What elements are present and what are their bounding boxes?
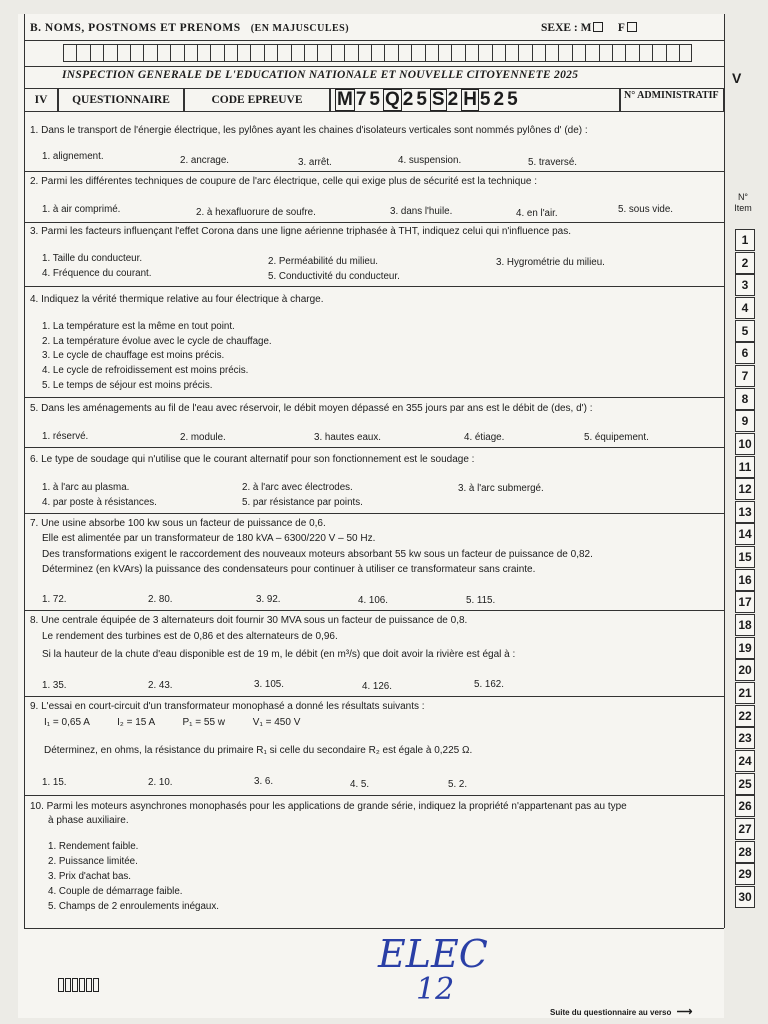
section-v-label: V xyxy=(732,70,742,86)
barcode-block xyxy=(86,978,92,992)
name-letter-box[interactable] xyxy=(532,44,545,62)
barcode-block xyxy=(58,978,64,992)
exam-code-char: H xyxy=(463,89,477,110)
name-letter-box[interactable] xyxy=(599,44,612,62)
q5-option-5[interactable]: 5. équipement. xyxy=(584,432,649,443)
q3-option-2[interactable]: 2. Perméabilité du milieu. xyxy=(268,256,378,267)
q6-option-3[interactable]: 3. à l'arc submergé. xyxy=(458,483,544,494)
names-label: B. NOMS, POSTNOMS ET PRENOMS xyxy=(30,22,241,34)
q7-option-3[interactable]: 3. 92. xyxy=(256,594,281,605)
name-letter-box[interactable] xyxy=(358,44,371,62)
name-letter-box[interactable] xyxy=(331,44,344,62)
q3-option-3[interactable]: 3. Hygrométrie du milieu. xyxy=(496,257,605,268)
question-9-measurements: I₁ = 0,65 A I₂ = 15 A P₁ = 55 w V₁ = 450 V xyxy=(44,717,301,728)
item-number-10: 10 xyxy=(735,433,755,455)
name-letter-box[interactable] xyxy=(639,44,652,62)
item-number-11: 11 xyxy=(735,456,755,478)
item-number-15: 15 xyxy=(735,546,755,568)
exam-code-char: 7 xyxy=(355,89,367,110)
name-letter-box[interactable] xyxy=(371,44,384,62)
question-7-line-1: 7. Une usine absorbe 100 kw sous un facteur de puissance de 0,6. xyxy=(30,518,326,529)
item-number-29: 29 xyxy=(735,863,755,885)
item-number-9: 9 xyxy=(735,410,755,432)
name-letter-box[interactable] xyxy=(291,44,304,62)
q10-option-3[interactable]: 3. Prix d'achat bas. xyxy=(48,871,132,882)
barcode-block xyxy=(72,978,78,992)
sex-field xyxy=(541,22,637,34)
exam-code-char: Q xyxy=(384,89,400,110)
barcode-block xyxy=(79,978,85,992)
question-4-text: 4. Indiquez la vérité thermique relative au four électrique à charge. xyxy=(30,294,324,305)
q9-option-1[interactable]: 1. 15. xyxy=(42,777,67,788)
q3-option-4[interactable]: 4. Fréquence du courant. xyxy=(42,268,152,279)
item-number-header xyxy=(730,192,756,214)
name-letter-box[interactable] xyxy=(197,44,210,62)
item-number-28: 28 xyxy=(735,841,755,863)
name-letter-box[interactable] xyxy=(130,44,143,62)
q4-option-1[interactable]: 1. La température est la même en tout point. xyxy=(42,321,235,332)
q10-option-1[interactable]: 1. Rendement faible. xyxy=(48,841,139,852)
name-letter-box[interactable] xyxy=(505,44,518,62)
question-7-line-4: Déterminez (en kVArs) la puissance des condensateurs pour continuer à utiliser ce transformateur sans crainte. xyxy=(42,564,536,575)
name-letter-box[interactable] xyxy=(518,44,531,62)
sex-f-checkbox[interactable] xyxy=(627,22,637,32)
q4-option-5[interactable]: 5. Le temps de séjour est moins précis. xyxy=(42,380,213,391)
q10-option-5[interactable]: 5. Champs de 2 enroulements inégaux. xyxy=(48,901,220,912)
question-9-line-3: Déterminez, en ohms, la résistance du primaire R₁ si celle du secondaire R₂ est égale à 0,225 Ω. xyxy=(44,745,473,756)
exam-code-char: 5 xyxy=(507,89,518,110)
name-letter-box[interactable] xyxy=(224,44,237,62)
barcode-block xyxy=(93,978,99,992)
q1-option-4[interactable]: 4. suspension. xyxy=(398,155,462,166)
item-number-6: 6 xyxy=(735,342,755,364)
item-label-n: N° xyxy=(737,192,749,202)
names-header xyxy=(30,22,349,34)
q1-option-2[interactable]: 2. ancrage. xyxy=(180,155,230,166)
name-letter-box[interactable] xyxy=(170,44,183,62)
exam-code xyxy=(330,88,620,112)
item-number-30: 30 xyxy=(735,886,755,908)
q8-option-5[interactable]: 5. 162. xyxy=(474,679,504,690)
name-letter-box[interactable] xyxy=(157,44,170,62)
q5-option-2[interactable]: 2. module. xyxy=(180,432,226,443)
question-7-line-2: Elle est alimentée par un transformateur de 180 kVA – 6300/220 V – 50 Hz. xyxy=(42,533,376,544)
name-letter-box[interactable] xyxy=(90,44,103,62)
item-number-13: 13 xyxy=(735,501,755,523)
name-letter-box[interactable] xyxy=(625,44,638,62)
name-letter-box[interactable] xyxy=(652,44,665,62)
name-letter-box[interactable] xyxy=(250,44,263,62)
code-row xyxy=(24,88,724,112)
continued-on-back xyxy=(550,1005,692,1018)
q9-option-2[interactable]: 2. 10. xyxy=(148,777,173,788)
item-number-22: 22 xyxy=(735,705,755,727)
q7-option-5[interactable]: 5. 115. xyxy=(466,595,496,606)
q1-option-5[interactable]: 5. traversé. xyxy=(528,157,578,168)
question-8-line-2: Le rendement des turbines est de 0,86 et des alternateurs de 0,96. xyxy=(42,631,338,642)
admin-number-field[interactable] xyxy=(620,88,724,112)
handwritten-number: 12 xyxy=(416,972,455,1007)
item-label-item: Item xyxy=(734,203,752,213)
name-letter-box[interactable] xyxy=(545,44,558,62)
exam-code-char: 5 xyxy=(479,89,491,110)
name-letter-box[interactable] xyxy=(304,44,317,62)
q4-option-4[interactable]: 4. Le cycle de refroidissement est moins précis. xyxy=(42,365,249,376)
question-1-text: 1. Dans le transport de l'énergie électrique, les pylônes ayant les chaines d'isolateurs verticales sont nommés pylônes d' (de) : xyxy=(30,125,588,136)
q5-option-1[interactable]: 1. réservé. xyxy=(42,431,89,442)
name-letter-box[interactable] xyxy=(425,44,438,62)
q9-option-4[interactable]: 4. 5. xyxy=(350,779,370,790)
question-3-text: 3. Parmi les facteurs influençant l'effet Corona dans une ligne aérienne triphasée à THT, indiquez celui qui n'influence pas. xyxy=(30,226,572,237)
q2-option-4[interactable]: 4. en l'air. xyxy=(516,208,558,219)
exam-code-char: M xyxy=(337,89,353,110)
q8-option-4[interactable]: 4. 126. xyxy=(362,681,392,692)
question-8-line-1: 8. Une centrale équipée de 3 alternateurs doit fournir 30 MVA sous un facteur de puissance de 0,8. xyxy=(30,615,468,626)
q2-option-3[interactable]: 3. dans l'huile. xyxy=(390,206,453,217)
item-number-25: 25 xyxy=(735,773,755,795)
name-letter-box[interactable] xyxy=(344,44,357,62)
question-2-text: 2. Parmi les différentes techniques de coupure de l'arc électrique, celle qui exige plus de sécurité est la technique : xyxy=(30,176,538,187)
q6-option-1[interactable]: 1. à l'arc au plasma. xyxy=(42,482,130,493)
name-letter-box[interactable] xyxy=(103,44,116,62)
name-letter-box[interactable] xyxy=(63,44,76,62)
section-iv-label: IV xyxy=(24,88,58,112)
name-letter-box[interactable] xyxy=(585,44,598,62)
name-letter-box[interactable] xyxy=(277,44,290,62)
question-10-line-2: à phase auxiliaire. xyxy=(48,815,129,826)
sex-label: SEXE : M xyxy=(541,22,592,34)
barcode-block xyxy=(65,978,71,992)
q4-option-2[interactable]: 2. La température évolue avec le cycle de chauffage. xyxy=(42,336,272,347)
name-letter-box[interactable] xyxy=(612,44,625,62)
name-letter-box[interactable] xyxy=(384,44,397,62)
q1-option-3[interactable]: 3. arrêt. xyxy=(298,157,332,168)
item-number-18: 18 xyxy=(735,614,755,636)
q8-option-1[interactable]: 1. 35. xyxy=(42,680,67,691)
code-epreuve-label: CODE EPREUVE xyxy=(184,88,330,112)
sex-m-checkbox[interactable] xyxy=(593,22,603,32)
name-letter-box[interactable] xyxy=(478,44,491,62)
exam-sheet xyxy=(18,14,724,1018)
item-number-5: 5 xyxy=(735,320,755,342)
name-letter-box[interactable] xyxy=(264,44,277,62)
item-number-19: 19 xyxy=(735,637,755,659)
q6-option-2[interactable]: 2. à l'arc avec électrodes. xyxy=(242,482,353,493)
q8-option-3[interactable]: 3. 105. xyxy=(254,679,284,690)
exam-code-char: 2 xyxy=(447,89,459,110)
question-7-line-3: Des transformations exigent le raccordement des nouveaux moteurs absorbant 55 kw sous un facteur de puissance de 0,82. xyxy=(42,549,593,560)
q5-option-3[interactable]: 3. hautes eaux. xyxy=(314,432,381,443)
sex-f-label: F xyxy=(617,22,625,34)
name-letter-box[interactable] xyxy=(184,44,197,62)
admin-number-label: N° ADMINISTRATIF xyxy=(624,90,719,101)
question-5-text: 5. Dans les aménagements au fil de l'eau avec réservoir, le débit moyen dépassé en 355 jours par ans est le débit de (des, d') : xyxy=(30,403,593,414)
name-letter-box[interactable] xyxy=(76,44,89,62)
question-9-line-1: 9. L'essai en court-circuit d'un transformateur monophasé a donné les résultats suivants : xyxy=(30,701,425,712)
item-number-16: 16 xyxy=(735,569,755,591)
exam-code-char: S xyxy=(431,89,445,110)
item-number-8: 8 xyxy=(735,388,755,410)
name-letter-box[interactable] xyxy=(679,44,692,62)
q2-option-5[interactable]: 5. sous vide. xyxy=(618,204,674,215)
q3-option-5[interactable]: 5. Conductivité du conducteur. xyxy=(268,271,400,282)
name-letter-box[interactable] xyxy=(451,44,464,62)
name-letter-box[interactable] xyxy=(117,44,130,62)
item-number-12: 12 xyxy=(735,478,755,500)
item-number-2: 2 xyxy=(735,252,755,274)
question-6-text: 6. Le type de soudage qui n'utilise que le courant alternatif pour son fonctionnement est le soudage : xyxy=(30,454,475,465)
q7-option-4[interactable]: 4. 106. xyxy=(358,595,388,606)
q10-option-4[interactable]: 4. Couple de démarrage faible. xyxy=(48,886,183,897)
item-number-14: 14 xyxy=(735,523,755,545)
barcode-icon xyxy=(58,978,99,992)
exam-code-char: 5 xyxy=(416,89,427,110)
q4-option-3[interactable]: 3. Le cycle de chauffage est moins précis. xyxy=(42,350,225,361)
q8-option-2[interactable]: 2. 43. xyxy=(148,680,173,691)
item-number-4: 4 xyxy=(735,297,755,319)
item-number-26: 26 xyxy=(735,795,755,817)
item-number-23: 23 xyxy=(735,727,755,749)
q5-option-4[interactable]: 4. étiage. xyxy=(464,432,505,443)
q6-option-4[interactable]: 4. par poste à résistances. xyxy=(42,497,157,508)
name-letter-box[interactable] xyxy=(411,44,424,62)
name-letter-boxes[interactable] xyxy=(63,44,692,64)
q9-option-5[interactable]: 5. 2. xyxy=(448,779,468,790)
name-letter-box[interactable] xyxy=(465,44,478,62)
handwritten-subject: ELEC xyxy=(378,932,488,976)
item-number-24: 24 xyxy=(735,750,755,772)
q7-option-2[interactable]: 2. 80. xyxy=(148,594,173,605)
q9-option-3[interactable]: 3. 6. xyxy=(254,776,274,787)
item-number-1: 1 xyxy=(735,229,755,251)
name-letter-box[interactable] xyxy=(317,44,330,62)
name-letter-box[interactable] xyxy=(143,44,156,62)
exam-code-char: 5 xyxy=(369,89,380,110)
continued-label: Suite du questionnaire au verso xyxy=(550,1008,672,1017)
item-number-27: 27 xyxy=(735,818,755,840)
name-letter-box[interactable] xyxy=(666,44,679,62)
name-letter-box[interactable] xyxy=(558,44,571,62)
arrow-right-icon: ⟶ xyxy=(673,1006,693,1018)
question-10-line-1: 10. Parmi les moteurs asynchrones monophasés pour les applications de grande série, indiquez la propriété n'appartenant pas au type xyxy=(30,801,627,812)
name-letter-box[interactable] xyxy=(572,44,585,62)
item-number-17: 17 xyxy=(735,591,755,613)
name-letter-box[interactable] xyxy=(210,44,223,62)
inspection-title: INSPECTION GENERALE DE L'EDUCATION NATIONALE ET NOUVELLE CITOYENNETE 2025 xyxy=(62,69,579,81)
q6-option-5[interactable]: 5. par résistance par points. xyxy=(242,497,363,508)
name-letter-box[interactable] xyxy=(438,44,451,62)
exam-code-char: 2 xyxy=(402,89,414,110)
q7-option-1[interactable]: 1. 72. xyxy=(42,594,67,605)
question-8-line-3: Si la hauteur de la chute d'eau disponible est de 19 m, le débit (en m³/s) que doit avoir la rivière est égal à : xyxy=(42,649,516,660)
q2-option-2[interactable]: 2. à hexafluorure de soufre. xyxy=(196,207,316,218)
q3-option-1[interactable]: 1. Taille du conducteur. xyxy=(42,253,143,264)
q2-option-1[interactable]: 1. à air comprimé. xyxy=(42,204,121,215)
q10-option-2[interactable]: 2. Puissance limitée. xyxy=(48,856,138,867)
majuscules-label: (EN MAJUSCULES) xyxy=(250,23,350,34)
questionnaire-label: QUESTIONNAIRE xyxy=(58,88,184,112)
exam-code-char: 2 xyxy=(493,89,505,110)
q1-option-1[interactable]: 1. alignement. xyxy=(42,151,104,162)
item-number-20: 20 xyxy=(735,659,755,681)
name-letter-box[interactable] xyxy=(398,44,411,62)
item-number-3: 3 xyxy=(735,274,755,296)
name-letter-box[interactable] xyxy=(237,44,250,62)
name-letter-box[interactable] xyxy=(492,44,505,62)
item-number-21: 21 xyxy=(735,682,755,704)
item-number-7: 7 xyxy=(735,365,755,387)
